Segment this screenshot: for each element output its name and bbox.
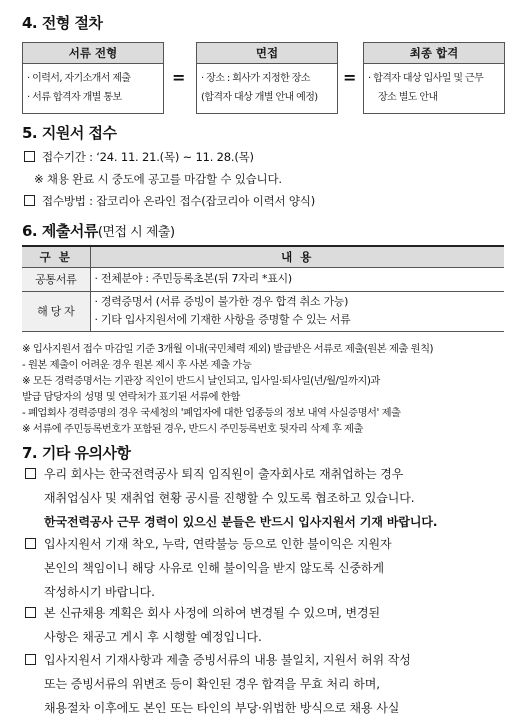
header-content: 내 용 (90, 246, 504, 267)
period-text: 접수기간 : ‘24. 11. 21.(목) ~ 11. 28.(목) (42, 150, 254, 164)
equals-sign: = (343, 68, 357, 87)
section-6-title (22, 220, 175, 241)
step-final-pass (363, 42, 505, 110)
doc-note: - 원본 제출이 어려운 경우 원본 제시 후 사본 제출 가능 (22, 359, 252, 371)
application-period (24, 149, 254, 165)
checkbox-icon (25, 538, 36, 549)
para-line: 또는 증빙서류의 위변조 등이 확인된 경우 합격을 무효 처리 하며, (44, 677, 380, 691)
step-line: · 이력서, 자기소개서 제출 (27, 73, 131, 84)
checkbox-icon (24, 151, 35, 162)
notice-false-documents (22, 648, 512, 720)
step-line: · 서류 합격자 개별 통보 (27, 92, 122, 103)
step-line: 장소 별도 안내 (378, 92, 438, 103)
section-7-title: 7. 기타 유의사항 (22, 444, 131, 462)
step-line: · 합격자 대상 입사일 및 근무 (368, 73, 484, 84)
doc-note: ※ 입사지원서 접수 마감일 기준 3개월 이내(국민체력 제외) 발급받은 서류로 제출(원본 제출 원칙) (22, 343, 434, 355)
step-line: · 장소 : 회사가 지정한 장소 (201, 73, 310, 84)
step-body (22, 64, 164, 114)
step-line: (합격자 대상 개별 안내 예정) (201, 92, 318, 103)
step-head: 최종 합격 (363, 42, 505, 64)
step-interview (196, 42, 338, 110)
para-line: 채용절차 이후에도 본인 또는 타인의 부당·위법한 방식으로 채용 사실 (44, 701, 400, 715)
para-line: 본인의 책임이니 해당 사유로 인해 불이익을 받지 않도록 신중하게 (44, 561, 385, 575)
doc-note: 발급 담당자의 성명 및 연락처가 표기된 서류에 한함 (22, 391, 240, 403)
table-row (22, 291, 504, 331)
step-head: 서류 전형 (22, 42, 164, 64)
doc-note: ※ 모든 경력증명서는 기관장 직인이 반드시 날인되고, 입사일·퇴사일(년/월/일까지)과 (22, 375, 380, 387)
header-category: 구 분 (22, 246, 90, 267)
section-6-title-sub: (면접 시 제출) (97, 225, 175, 240)
para-line: 작성하시기 바랍니다. (44, 585, 155, 599)
row-item: · 전체분야 : 주민등록초본(뒤 7자리 *표시) (94, 272, 292, 285)
para-line-bold: 한국전력공사 근무 경력이 있으신 분들은 반드시 입사지원서 기재 바랍니다. (44, 515, 438, 529)
section-4-title: 4. 전형 절차 (22, 14, 103, 32)
para-line: 입사지원서 기재 착오, 누락, 연락불능 등으로 인한 불이익은 지원자 (44, 537, 392, 551)
para-line: 사항은 채공고 게시 후 시행할 예정입니다. (44, 630, 262, 644)
table-row (22, 267, 504, 291)
para-line: 재취업심사 및 재취업 현황 공시를 진행할 수 있도록 협조하고 있습니다. (44, 491, 415, 505)
equals-sign: = (172, 68, 186, 87)
application-method (24, 193, 315, 209)
row-content (90, 267, 504, 291)
step-document-screening (22, 42, 164, 110)
row-category: 해 당 자 (22, 291, 90, 331)
doc-note: - 폐업회사 경력증명의 경우 국세청의 '폐업자에 대한 업종등의 정보 내역 사실증명서' 제출 (22, 407, 401, 419)
row-content (90, 291, 504, 331)
checkbox-icon (25, 654, 36, 665)
step-body (196, 64, 338, 114)
para-line: 입사지원서 기재사항과 제출 증빙서류의 내용 불일치, 지원서 허위 작성 (44, 653, 411, 667)
step-body (363, 64, 505, 114)
notice-plan-change (22, 601, 512, 649)
doc-note: ※ 서류에 주민등록번호가 포함된 경우, 반드시 주민등록번호 뒷자리 삭제 후 제출 (22, 423, 363, 435)
row-item: · 경력증명서 (서류 증빙이 불가한 경우 합격 취소 가능) (94, 295, 349, 308)
section-5-title: 5. 지원서 접수 (22, 124, 117, 142)
notice-reemployment (22, 462, 512, 534)
checkbox-icon (25, 468, 36, 479)
early-close-note: ※ 채용 완료 시 중도에 공고를 마감할 수 있습니다. (34, 172, 282, 186)
checkbox-icon (25, 607, 36, 618)
step-head: 면접 (196, 42, 338, 64)
notice-application-errors (22, 532, 512, 604)
method-text: 접수방법 : 잡코리아 온라인 접수(잡코리아 이력서 양식) (42, 194, 315, 208)
checkbox-icon (24, 195, 35, 206)
para-line: 우리 회사는 한국전력공사 퇴직 임직원이 출자회사로 재취업하는 경우 (44, 467, 404, 481)
row-item: · 기타 입사지원서에 기재한 사항을 증명할 수 있는 서류 (94, 313, 351, 326)
documents-table (22, 245, 504, 332)
row-category: 공통서류 (22, 267, 90, 291)
para-line: 본 신규채용 계획은 회사 사정에 의하여 변경될 수 있으며, 변경된 (44, 606, 380, 620)
section-6-title-main: 6. 제출서류 (22, 222, 98, 240)
